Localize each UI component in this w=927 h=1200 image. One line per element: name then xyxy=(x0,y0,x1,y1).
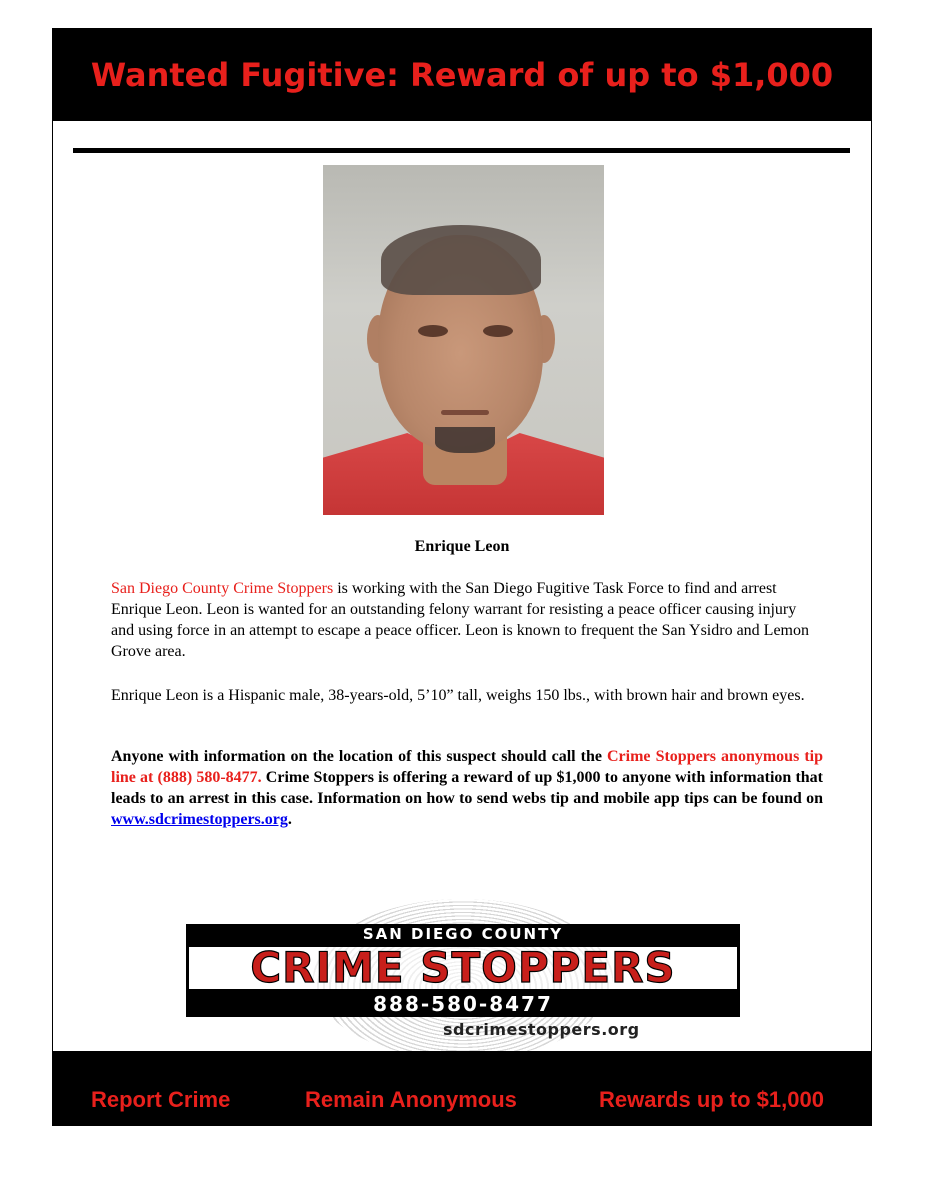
suspect-photo xyxy=(323,165,604,515)
page-title: Wanted Fugitive: Reward of up to $1,000 xyxy=(90,56,834,94)
eye-left xyxy=(418,325,448,337)
logo-county: SAN DIEGO COUNTY xyxy=(186,924,740,944)
eye-right xyxy=(483,325,513,337)
paragraph-description: Enrique Leon is a Hispanic male, 38-years-old, 5’10” tall, weighs 150 lbs., with brown hair and brown eyes. xyxy=(111,687,805,704)
footer-banner xyxy=(53,1051,871,1125)
tip-line: Crime Stoppers anonymous tip line at (888) 580-8477. xyxy=(111,748,824,786)
tip-text-b: Crime Stoppers is offering a reward of up $1,000 to anyone with information that leads to an arrest in this case. Information on how to send webs tip and mobile app tips can be found on xyxy=(111,769,824,807)
suspect-name: Enrique Leon xyxy=(414,538,510,555)
footer-report-crime: Report Crime xyxy=(91,1087,231,1112)
org-name: San Diego County Crime Stoppers xyxy=(111,580,334,597)
flyer xyxy=(52,28,872,1126)
footer-remain-anonymous: Remain Anonymous xyxy=(305,1087,517,1112)
paragraph-tip xyxy=(111,746,823,830)
beard xyxy=(435,427,495,453)
header-banner xyxy=(53,29,871,121)
tip-text-a: Anyone with information on the location of this suspect should call the xyxy=(111,748,607,765)
logo-url: sdcrimestoppers.org xyxy=(443,1020,640,1039)
intro-text: is working with the San Diego Fugitive Task Force to find and arrest Enrique Leon. Leon is wanted for an outstanding felony warrant for resisting a peace officer causing injury and using force in an attempt to escape a peace officer. Leon is known to frequent the San Ysidro and Lemon Grove area. xyxy=(111,580,809,660)
logo-title: CRIME STOPPERS xyxy=(186,944,740,992)
mouth xyxy=(441,410,489,415)
paragraph-intro xyxy=(111,578,823,662)
logo-phone: 888-580-8477 xyxy=(186,992,740,1017)
website-link[interactable]: www.sdcrimestoppers.org xyxy=(111,811,288,828)
footer-rewards: Rewards up to $1,000 xyxy=(599,1087,824,1112)
crime-stoppers-logo xyxy=(183,899,743,1059)
hair xyxy=(381,225,541,295)
divider xyxy=(73,148,850,153)
tip-end: . xyxy=(287,811,292,828)
